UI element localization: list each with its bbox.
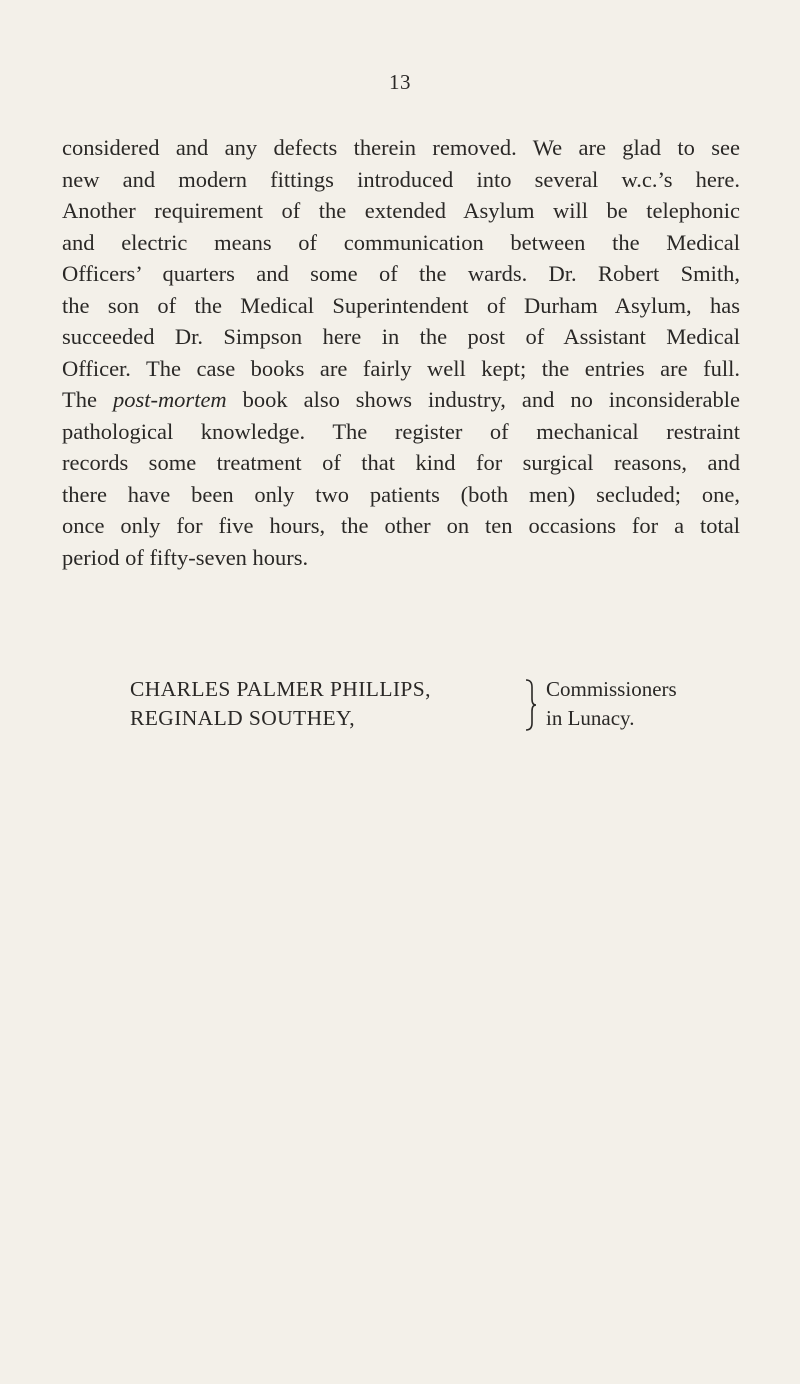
line-text-after: book also shows industry, and no inconsiderable	[226, 387, 740, 412]
paragraph-line: succeeded Dr. Simpson here in the post of Assistant Medical	[62, 324, 740, 349]
paragraph-line-last: period of fifty-seven hours.	[62, 544, 309, 570]
paragraph-line	[62, 384, 740, 416]
report-paragraph	[62, 132, 740, 573]
paragraph-line: Officers’ quarters and some of the wards. Dr. Robert Smith,	[62, 261, 740, 286]
signatory-name: CHARLES PALMER PHILLIPS,	[130, 677, 431, 701]
curly-brace-icon	[523, 677, 537, 733]
paragraph-line: and electric means of communication between the Medical	[62, 229, 740, 255]
signatory-names	[130, 675, 431, 733]
paragraph-line: pathological knowledge. The register of mechanical restraint	[62, 418, 740, 444]
italic-term: post-mortem	[112, 387, 227, 412]
office-title-line: Commissioners	[546, 677, 677, 701]
office-title-line: in Lunacy.	[546, 706, 635, 730]
paragraph-line: once only for five hours, the other on ten occasions for a total	[62, 513, 740, 538]
line-text-before: The	[62, 387, 113, 412]
paragraph-line: Another requirement of the extended Asylum will be telephonic	[62, 198, 740, 223]
paragraph-line: new and modern fittings introduced into several w.c.’s here.	[62, 166, 740, 192]
signatory-office	[546, 675, 677, 733]
paragraph-line: there have been only two patients (both men) secluded; one,	[62, 481, 740, 507]
signatory-name: REGINALD SOUTHEY,	[130, 706, 355, 730]
signature-block	[130, 675, 740, 741]
paragraph-line: records some treatment of that kind for surgical reasons, and	[62, 450, 740, 475]
paragraph-line: Officer. The case books are fairly well kept; the entries are full.	[62, 355, 740, 381]
paragraph-line: the son of the Medical Superintendent of Durham Asylum, has	[62, 292, 740, 318]
paragraph-line: considered and any defects therein removed. We are glad to see	[62, 135, 740, 160]
page-number: 13	[389, 70, 411, 94]
